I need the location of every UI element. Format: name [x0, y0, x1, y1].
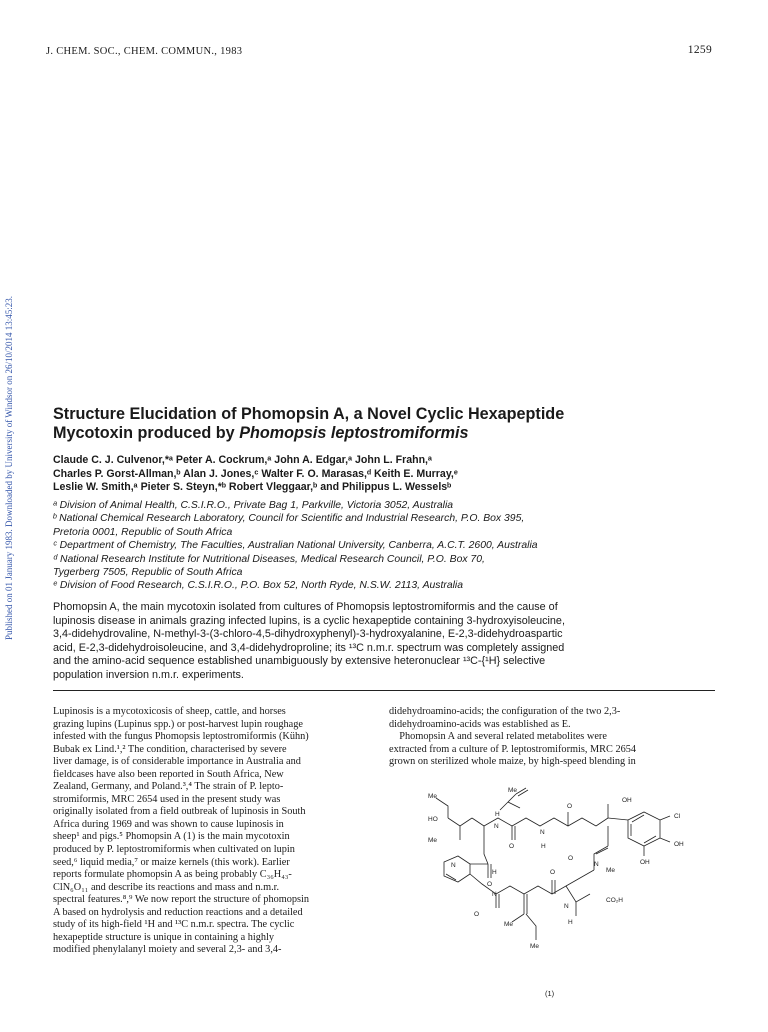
download-watermark: [4, 190, 18, 640]
body-line: ClN₆O₁₁ and describe its reactions and mass and n.m.r.: [53, 881, 280, 893]
label-o: O: [550, 869, 556, 876]
label-oh: OH: [622, 797, 632, 804]
body-line: extracted from a culture of P. leptostromiformis, MRC 2654: [389, 743, 637, 755]
title-line-2-plain: Mycotoxin produced by: [53, 424, 240, 442]
body-column-right: [389, 706, 715, 769]
authors-line-1: Claude C. J. Culvenor,*ᵃ Peter A. Cockrum,ᵃ John A. Edgar,ᵃ John L. Frahn,ᵃ: [53, 454, 432, 466]
body-line: hexapeptide structure is unique in containing a highly: [53, 931, 275, 943]
abstract-line: population inversion n.m.r. experiments.: [53, 668, 244, 681]
body-line: grazing lupins (Lupinus spp.) or post-harvest lupin roughage: [53, 718, 303, 730]
label-o: O: [487, 881, 493, 888]
label-me: Me: [606, 867, 616, 874]
body-line: Zealand, Germany, and Poland.³,⁴ The strain of P. lepto-: [53, 781, 284, 793]
body-line: didehydroamino-acids was established as E.: [389, 718, 571, 730]
label-cl: Cl: [674, 813, 681, 820]
affiliation-line: ᶜ Department of Chemistry, The Faculties, Australian National University, Canberra, A.C.T. 2600, Australia: [53, 540, 538, 552]
affiliation-line: ᵈ National Research Institute for Nutritional Diseases, Medical Research Council, P.O. Box 70,: [53, 553, 485, 565]
section-divider: [53, 690, 715, 691]
body-column-left: [53, 706, 383, 957]
body-line: seed,⁶ liquid media,⁷ or maize kernels (this work). Earlier: [53, 856, 290, 868]
page-header: [46, 44, 712, 60]
label-me: Me: [428, 837, 438, 844]
body-line: fieldcases have also been reported in South Africa, New: [53, 768, 284, 780]
body-line: reports formulate phomopsin A as being probably C₃₆H₄₃-: [53, 869, 292, 881]
label-o: O: [474, 911, 480, 918]
body-line: produced by P. leptostromiformis when cultivated on lupin: [53, 844, 295, 856]
structure-atom-labels: [428, 787, 684, 950]
label-h: H: [541, 843, 546, 850]
body-line: modified phenylalanyl moiety and several 2,3- and 3,4-: [53, 944, 282, 956]
body-line: A based on hydrolysis and reduction reactions and a detailed: [53, 906, 303, 918]
label-o: O: [509, 843, 515, 850]
label-oh: OH: [674, 841, 684, 848]
body-line: spectral features.⁸,⁹ We now report the structure of phomopsin: [53, 894, 310, 906]
authors-line-3: Leslie W. Smith,ᵃ Pieter S. Steyn,*ᵇ Robert Vleggaar,ᵇ and Philippus L. Wesselsᵇ: [53, 481, 452, 494]
affiliations: [53, 499, 713, 593]
article-title: [53, 405, 713, 443]
abstract-line: and the amino-acid sequence established unambiguously by extensive heteronuclear ¹³C-{¹H} selective: [53, 655, 546, 668]
label-me: Me: [428, 793, 438, 800]
abstract-line: lupinosis disease in animals grazing infected lupins, is a cyclic hexapeptide containing 3-hydroxyisoleucine,: [53, 614, 565, 627]
label-n: N: [494, 823, 499, 830]
affiliation-line: ᵃ Division of Animal Health, C.S.I.R.O., Private Bag 1, Parkville, Victoria 3052, Australia: [53, 500, 454, 511]
body-line: infested with the fungus Phomopsis leptostromiformis (Kühn): [53, 731, 309, 743]
label-n: N: [594, 861, 599, 868]
body-line: Lupinosis is a mycotoxicosis of sheep, cattle, and horses: [53, 706, 286, 717]
label-ho: HO: [428, 816, 438, 823]
abstract-line: Phomopsin A, the main mycotoxin isolated from cultures of Phomopsis leptostromiformis and the cause of: [53, 601, 558, 613]
label-co2h: CO₂H: [606, 897, 623, 904]
affiliation-line: ᵉ Division of Food Research, C.S.I.R.O., P.O. Box 52, North Ryde, N.S.W. 2113, Australia: [53, 580, 463, 592]
author-list: [53, 454, 713, 495]
journal-citation: J. CHEM. SOC., CHEM. COMMUN., 1983: [46, 46, 243, 57]
label-h: H: [568, 919, 573, 926]
structure-caption: (1): [545, 989, 555, 998]
label-me: Me: [504, 921, 514, 928]
body-line: didehydroamino-acids; the configuration of the two 2,3-: [389, 706, 621, 717]
authors-line-2: Charles P. Gorst-Allman,ᵇ Alan J. Jones,ᶜ Walter F. O. Marasas,ᵈ Keith E. Murray,ᵉ: [53, 467, 458, 480]
structure-bonds: [436, 788, 670, 940]
label-n: N: [540, 829, 545, 836]
title-line-1: Structure Elucidation of Phomopsin A, a Novel Cyclic Hexapeptide: [53, 405, 565, 423]
label-o: O: [567, 803, 573, 810]
label-o: O: [568, 855, 574, 862]
body-line: liver damage, is of considerable importance in Australia and: [53, 756, 301, 768]
title-line-2: [53, 424, 713, 443]
page-number: 1259: [687, 44, 712, 56]
body-line: grown on sterilized whole maize, by high-speed blending in: [389, 756, 636, 768]
label-me: Me: [530, 943, 540, 950]
body-line: Africa during 1969 and was shown to cause lupinosis in: [53, 818, 284, 830]
affiliation-line: ᵇ National Chemical Research Laboratory, Council for Scientific and Industrial Research, P.O. Box 395,: [53, 513, 525, 525]
label-n: N: [492, 891, 497, 898]
abstract-line: acid, E-2,3-didehydroisoleucine, and 3,4-didehydroproline; its ¹³C n.m.r. spectrum was completely assigned: [53, 641, 565, 654]
phomopsin-structure-diagram: [408, 784, 704, 984]
body-line: study of its high-field ¹H and ¹³C n.m.r. spectra. The cyclic: [53, 919, 295, 931]
abstract: [53, 601, 715, 683]
body-line: originally isolated from a field outbreak of lupinosis in South: [53, 806, 306, 818]
body-line: Bubak ex Lind.¹,² The condition, characterised by severe: [53, 743, 287, 755]
body-line: sheep¹ and pigs.⁵ Phomopsin A (1) is the main mycotoxin: [53, 831, 290, 843]
label-n: N: [451, 862, 456, 869]
body-line: stromiformis, MRC 2654 used in the present study was: [53, 793, 281, 805]
abstract-line: 3,4-didehydrovaline, N-methyl-3-(3-chloro-4,5-dihydroxyphenyl)-3-hydroxyalanine, E-2,3-didehydroaspartic: [53, 628, 563, 641]
download-note-text[interactable]: Published on 01 January 1983. Downloaded by University of Windsor on 26/10/2014 13:45:23.: [4, 296, 14, 640]
label-n: N: [564, 903, 569, 910]
body-line: Phomopsin A and several related metabolites were: [389, 731, 607, 743]
label-me: Me: [508, 787, 518, 794]
affiliation-line: Pretoria 0001, Republic of South Africa: [53, 526, 233, 538]
label-h: H: [492, 869, 497, 876]
affiliation-line: Tygerberg 7505, Republic of South Africa: [53, 567, 243, 579]
title-line-2-italic: Phomopsis leptostromiformis: [239, 424, 469, 442]
label-h: H: [495, 811, 500, 818]
label-oh: OH: [640, 859, 650, 866]
